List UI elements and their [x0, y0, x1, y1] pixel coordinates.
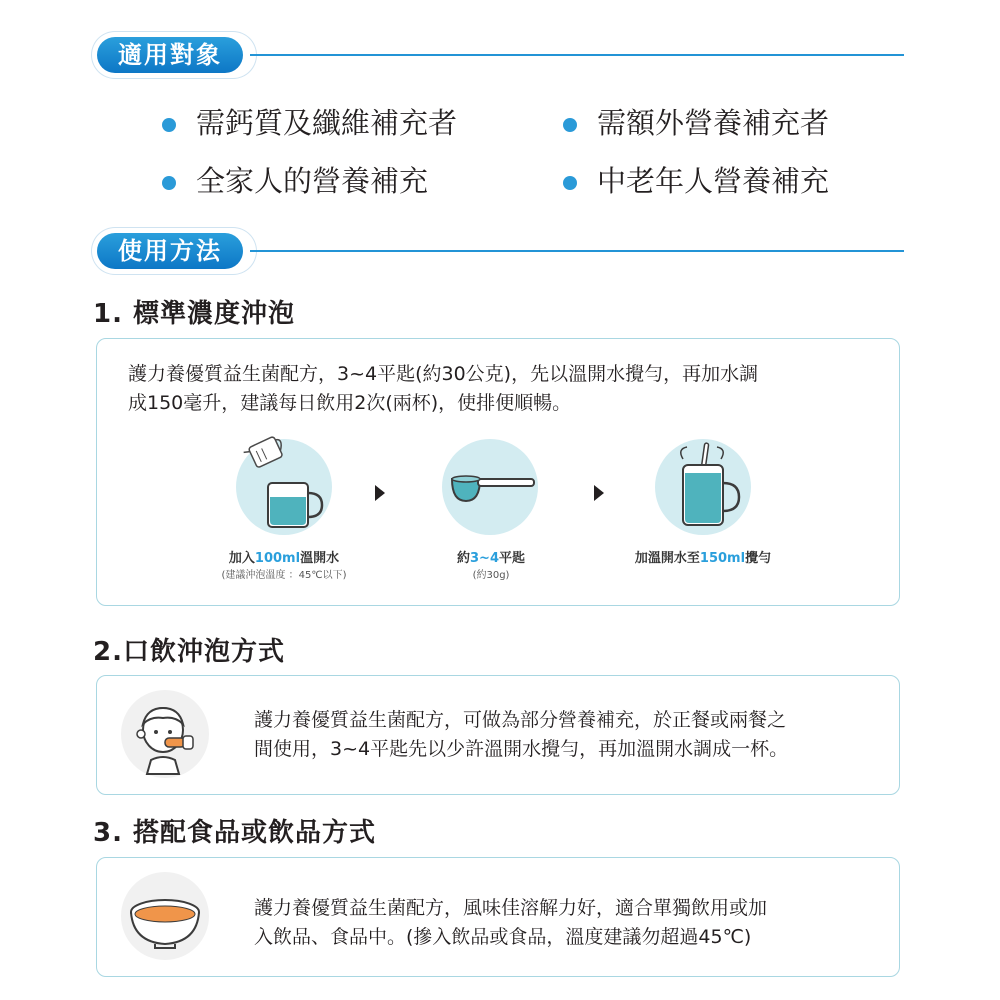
- arrow-right-icon: [375, 485, 385, 501]
- bullet-dot-icon: [162, 118, 176, 132]
- target-item: 需額外營養補充者: [597, 106, 830, 140]
- section-title: 適用對象: [97, 37, 243, 73]
- step-caption-sub: (建議沖泡溫度 ：45℃以下): [221, 570, 347, 581]
- bullet-dot-icon: [563, 176, 577, 190]
- section-divider: [250, 250, 904, 252]
- step3-text-line1: 護力養優質益生菌配方，風味佳溶解力好，適合單獨飲用或加: [254, 897, 768, 919]
- target-item: 全家人的營養補充: [196, 164, 429, 198]
- section-pill: [92, 228, 256, 274]
- step1-text-line2: 成150毫升，建議每日飲用2次(兩杯)，使排便順暢。: [128, 392, 572, 414]
- arrow-right-icon: [594, 485, 604, 501]
- section-pill: [92, 32, 256, 78]
- stir-cup-icon: [655, 437, 755, 537]
- soup-bowl-icon: [121, 872, 209, 960]
- bullet-dot-icon: [563, 118, 577, 132]
- section-header-target: [92, 32, 904, 78]
- step3-title: 3. 搭配食品或飲品方式: [93, 818, 377, 848]
- step1-text-line1: 護力養優質益生菌配方，3~4平匙(約30公克)，先以溫開水攪勻，再加水調: [128, 363, 759, 385]
- step2-text-line2: 間使用，3~4平匙先以少許溫開水攪勻，再加溫開水調成一杯。: [254, 738, 789, 760]
- step3-card: [96, 857, 900, 977]
- scoop-icon: [442, 439, 542, 535]
- pour-water-icon: [236, 431, 346, 535]
- step3-text-line2: 入飲品、食品中。(摻入飲品或食品，溫度建議勿超過45℃): [254, 926, 752, 948]
- step-caption: 約3~4平匙: [456, 551, 525, 566]
- step2-text-line1: 護力養優質益生菌配方，可做為部分營養補充，於正餐或兩餐之: [254, 709, 787, 731]
- section-title: 使用方法: [97, 233, 243, 269]
- step2-card: [96, 675, 900, 795]
- section-divider: [250, 54, 904, 56]
- bullet-dot-icon: [162, 176, 176, 190]
- step1-card: [96, 338, 900, 606]
- step-caption: 加溫開水至150ml攪勻: [634, 551, 772, 566]
- section-header-usage: [92, 228, 904, 274]
- target-item: 中老年人營養補充: [597, 164, 830, 198]
- person-drinking-icon: [121, 690, 209, 778]
- target-item: 需鈣質及纖維補充者: [196, 106, 458, 140]
- step1-title: 1. 標準濃度沖泡: [93, 299, 296, 329]
- step-caption-sub: (約30g): [472, 570, 510, 581]
- step-caption: 加入100ml溫開水: [228, 551, 340, 566]
- step2-title: 2.口飲沖泡方式: [93, 637, 285, 667]
